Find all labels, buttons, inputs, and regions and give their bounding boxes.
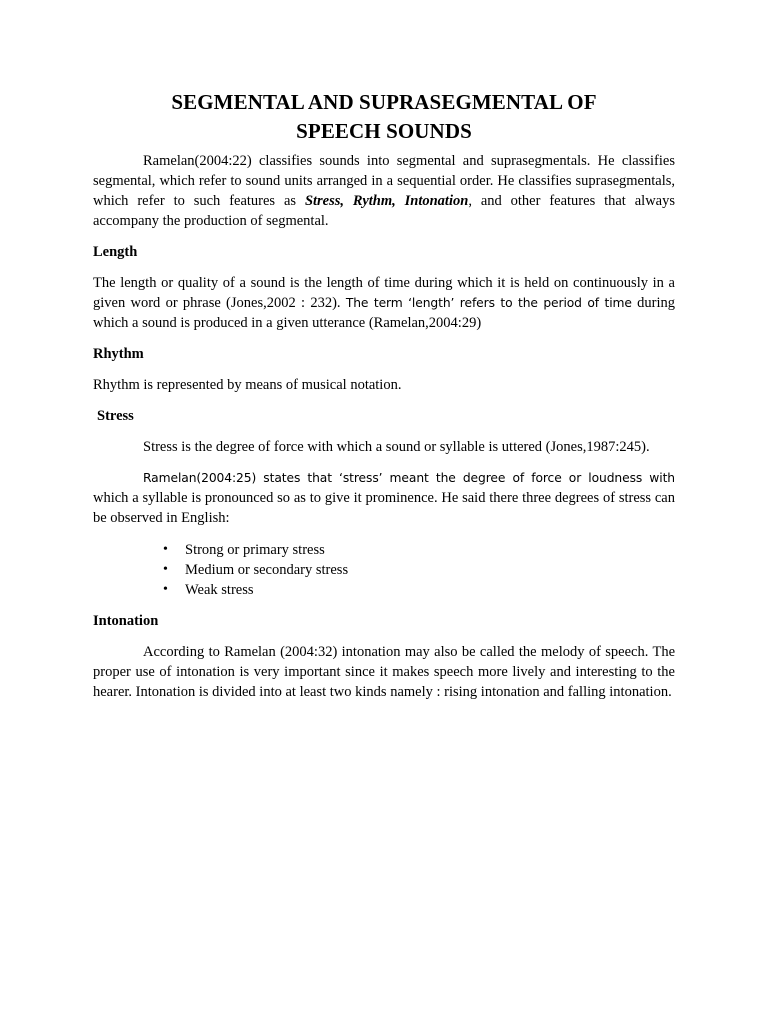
length-paragraph [93,273,675,333]
stress-paragraph-2 [93,468,675,528]
title-line-1: SEGMENTAL AND SUPRASEGMENTAL OF [171,90,597,114]
list-item-text: Weak stress [185,582,254,598]
rhythm-paragraph: Rhythm is represented by means of musical notation. [93,377,402,393]
bullet-icon: • [163,562,168,577]
page-title [93,88,675,146]
intro-paragraph [93,151,675,231]
length-text-a: The length or quality of a sound is the length of time during which it is held on continuously in a given word or phrase (Jones,2002 : 232). [93,275,675,311]
stress-para2-alt: Ramelan(2004:25) states that ‘stress’ meant the degree of force or loudness with [143,471,675,485]
length-text-alt: The term ‘length’ refers to the period of time [345,296,632,310]
stress-para2-rest: which a syllable is pronounced so as to give it prominence. He said there three degrees of stress can be observed in English: [93,490,675,526]
rhythm-heading: Rhythm [93,346,144,362]
stress-paragraph-1: Stress is the degree of force with which a sound or syllable is uttered (Jones,1987:245). [143,439,650,455]
bullet-icon: • [163,582,168,597]
list-item-text: Strong or primary stress [185,542,325,558]
length-heading: Length [93,244,138,260]
document-page [93,88,675,702]
intro-text-a: Ramelan(2004:22) classifies sounds into segmental and suprasegmentals. He classifies segmental, which refer to sound units arranged in a sequential order. He classifies suprasegmentals, which refer to such features as [93,153,675,209]
intro-text-b: , and other features that always accompany the production of segmental. [93,193,675,229]
stress-heading: Stress [97,408,134,424]
list-item-text: Medium or secondary stress [185,562,349,578]
list-item [163,560,675,580]
list-item [163,540,675,560]
list-item [163,580,675,600]
intonation-heading: Intonation [93,613,159,629]
length-text-b: during which a sound is produced in a given utterance (Ramelan,2004:29) [93,295,675,331]
stress-degrees-list [93,540,675,600]
title-line-2: SPEECH SOUNDS [296,119,472,143]
intonation-paragraph: According to Ramelan (2004:32) intonation may also be called the melody of speech. The proper use of intonation is very important since it makes speech more lively and interesting to the hearer. Intonation is divided into at least two kinds namely : rising intonation and falling intonation. [93,644,675,700]
intro-emphasis: Stress, Rythm, Intonation [304,193,469,209]
bullet-icon: • [163,542,168,557]
